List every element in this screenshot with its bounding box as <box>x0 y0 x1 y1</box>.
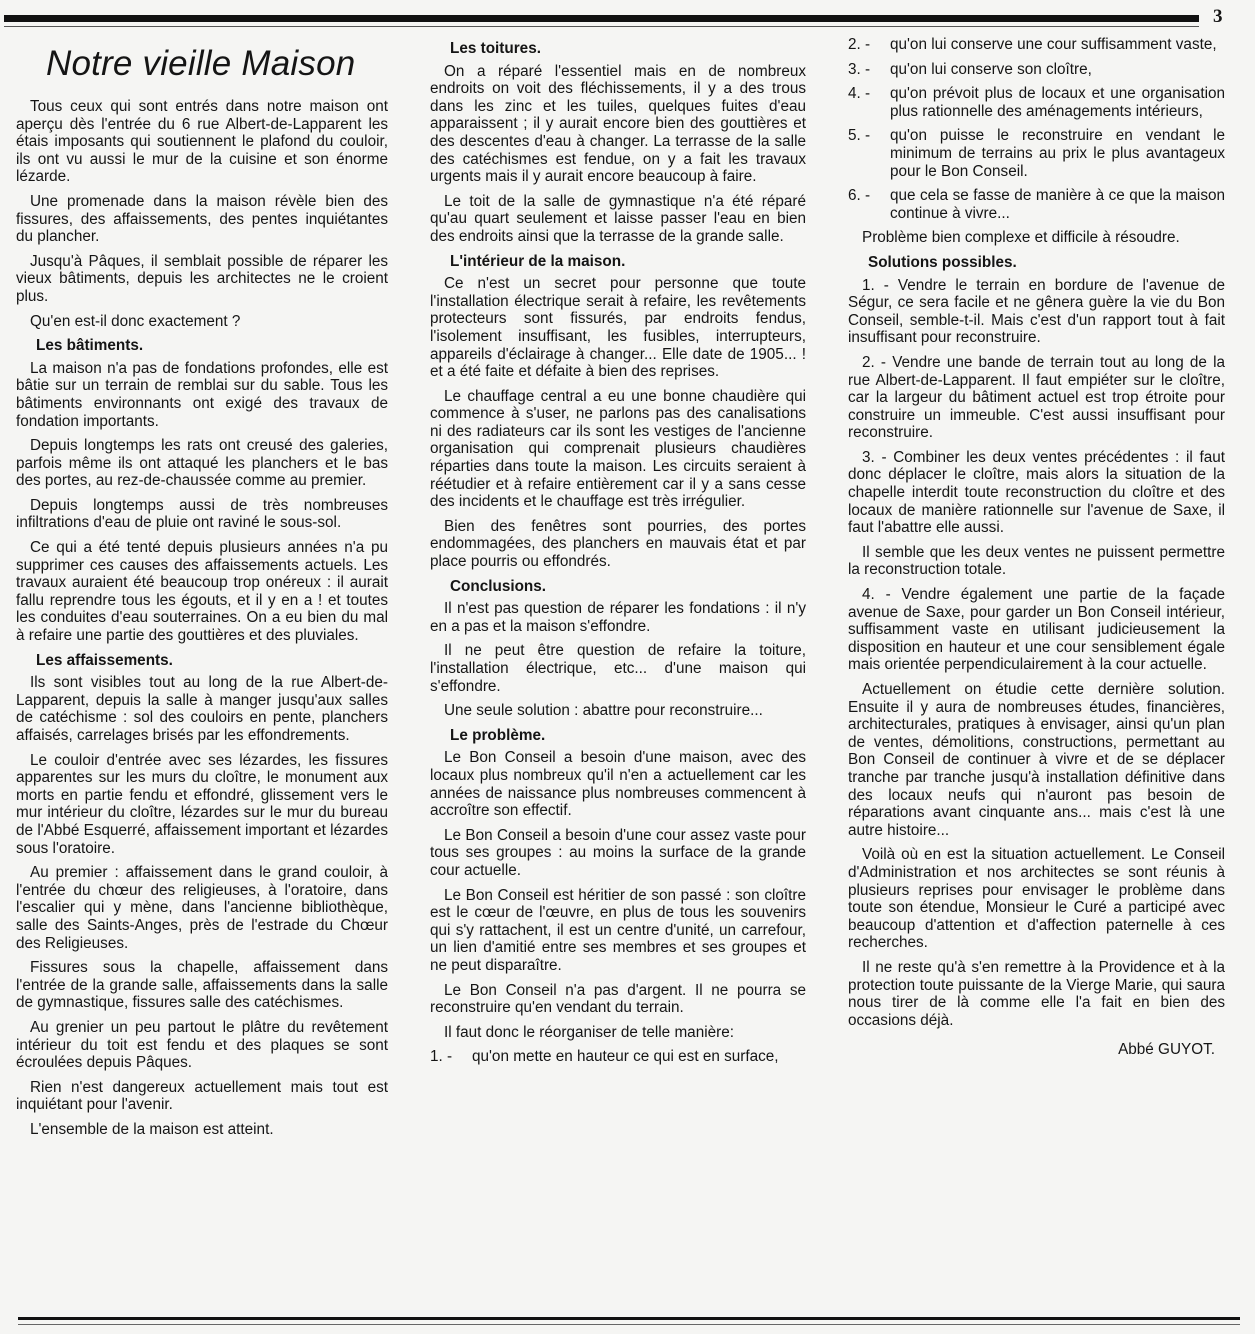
list-item-number: 4. - <box>848 85 871 103</box>
paragraph: Le Bon Conseil n'a pas d'argent. Il ne pourra se reconstruire qu'en vendant du terrain. <box>430 981 806 1017</box>
section-heading-solutions: Solutions possibles. <box>868 253 1017 271</box>
paragraph: La maison n'a pas de fondations profondes, elle est bâtie sur un terrain de remblai sur du sable. Tous les bâtiments environnants ont exigé des travaux de fondation importants. <box>16 359 388 430</box>
paragraph: Il ne reste qu'à s'en remettre à la Providence et à la protection toute puissante de la Vierge Marie, qui saura nous tirer de là comme elle l'a fait en bien des occasions déjà. <box>848 958 1225 1029</box>
column-1 <box>16 36 388 1145</box>
list-item-text: qu'on puisse le reconstruire en vendant le minimum de terrains au prix le plus avantageux pour le Bon Conseil. <box>890 127 1225 180</box>
signature: Abbé GUYOT. <box>1118 1041 1215 1059</box>
paragraph: Fissures sous la chapelle, affaissement dans l'entrée de la grande salle, affaissements dans la salle de gymnastique, fissures salle des catéchismes. <box>16 959 388 1012</box>
paragraph: L'ensemble de la maison est atteint. <box>30 1120 274 1138</box>
paragraph: Le couloir d'entrée avec ses lézardes, les fissures apparentes sur les murs du cloître, le monument aux morts en partie fendu et effondré, glissement vers le mur intérieur du cloître, lézardes sur le mur du bureau de l'Abbé Esquerré, affaissement important et lézardes sous l'oratoire. <box>16 751 388 857</box>
intro-paragraph: Une promenade dans la maison révèle bien des fissures, des affaissements, des pentes inquiétantes du plancher. <box>16 192 388 246</box>
paragraph: Problème bien complexe et difficile à résoudre. <box>862 229 1180 247</box>
page-number: 3 <box>1213 6 1223 27</box>
bottom-rule <box>18 1317 1240 1320</box>
paragraph: Ce n'est un secret pour personne que toute l'installation électrique serait à refaire, les revêtements protecteurs sont fissurés, par endroits fendus, l'isolement insuffisant, les fusibles, interrupteurs, appareils d'éclairage à changer... Elle date de 1905... ! et a été faite et défaite à bien des reprises. <box>430 275 806 381</box>
paragraph: Ce qui a été tenté depuis plusieurs années n'a pu supprimer ces causes des affaissements actuels. Les travaux auraient été beaucoup trop onéreux : il aurait fallu reprendre tous les égouts, et il y en a ! et toutes les conduites d'eau souterraines. On a eu bien du mal à refaire une partie des gouttières et des pluviales. <box>16 539 388 645</box>
intro-paragraph: Jusqu'à Pâques, il semblait possible de réparer les vieux bâtiments, depuis les architectes ne le croient plus. <box>16 252 388 305</box>
paragraph: Il semble que les deux ventes ne puissent permettre la reconstruction totale. <box>848 543 1225 579</box>
list-item <box>430 1048 806 1066</box>
top-rule-thin <box>4 26 1199 27</box>
list-item <box>848 187 1225 222</box>
list-item <box>848 61 1225 79</box>
paragraph: 3. - Combiner les deux ventes précédentes : il faut donc déplacer le cloître, mais alors la situation de la chapelle interdit toute reconstruction du cloître et des locaux de manière rationnelle sur l'avenue de Saxe, il faut l'abattre elle aussi. <box>848 448 1225 537</box>
list-item-text: qu'on lui conserve son cloître, <box>890 60 1092 78</box>
conditions-list-continued <box>848 36 1225 222</box>
section-heading-affaissements: Les affaissements. <box>36 651 173 669</box>
list-item-number: 1. - <box>430 1048 453 1066</box>
paragraph: Depuis longtemps aussi de très nombreuses infiltrations d'eau de pluie ont raviné le sous-sol. <box>16 496 388 532</box>
paragraph: Le Bon Conseil a besoin d'une maison, avec des locaux plus nombreux qu'il n'en a actuellement car les années de naissance plus nombreuses commencent à accroître son effectif. <box>430 749 806 820</box>
section-heading-toitures: Les toitures. <box>450 40 541 57</box>
list-item <box>848 127 1225 180</box>
paragraph: Le Bon Conseil est héritier de son passé : son cloître est le cœur de l'œuvre, en plus de tous les souvenirs qui s'y rattachent, il est un centre d'unité, un carrefour, un lien d'amitié entre ses membres et ses groupes et ne peut disparaître. <box>430 886 806 974</box>
paragraph: Rien n'est dangereux actuellement mais tout est inquiétant pour l'avenir. <box>16 1078 388 1114</box>
conditions-list <box>430 1048 806 1066</box>
section-heading-probleme: Le problème. <box>450 726 546 744</box>
paragraph: Ils sont visibles tout au long de la rue Albert-de-Lapparent, depuis la salle à manger jusqu'aux salles de catéchisme : sol des couloirs en pente, planchers affaisés, carrelages brisés par les effondrements. <box>16 674 388 744</box>
list-item-text: que cela se fasse de manière à ce que la maison continue à vivre... <box>890 187 1225 222</box>
paragraph: Le Bon Conseil a besoin d'une cour assez vaste pour tous ses groupes : au moins la surface de la grande cour actuelle. <box>430 826 806 879</box>
section-heading-interieur: L'intérieur de la maison. <box>450 252 626 270</box>
top-rule <box>4 15 1199 22</box>
intro-paragraph: Qu'en est-il donc exactement ? <box>30 312 241 330</box>
paragraph: Il faut donc le réorganiser de telle manière: <box>444 1023 734 1041</box>
paragraph: 1. - Vendre le terrain en bordure de l'avenue de Ségur, ce sera facile et ne gênera guère la vie du Bon Conseil, semble-t-il. Mais c'est d'un rapport tout à fait insuffisant pour reconstruire. <box>848 276 1225 347</box>
paragraph: Voilà où en est la situation actuellement. Le Conseil d'Administration et nos architectes se sont réunis à plusieurs reprises pour envisager le problème dans toute son étendue, Monsieur le Curé a participé avec beaucoup d'attention et d'affection paternelle à ces recherches. <box>848 846 1225 952</box>
paragraph: Une seule solution : abattre pour reconstruire... <box>444 702 763 720</box>
paragraph: Le chauffage central a eu une bonne chaudière qui commence à s'user, ne parlons pas des canalisations ni des radiateurs car ils sont les vestiges de l'ancienne organisation qui comprenait plusieurs chaudières réparties dans toute la maison. Les circuits seraient à réétudier et à refaire entièrement car il y a sans cesse des incidents et le chauffage est très irrégulier. <box>430 387 806 511</box>
list-item-text: qu'on prévoit plus de locaux et une organisation plus rationnelle des aménagements intérieurs, <box>890 85 1225 120</box>
list-item <box>848 36 1225 54</box>
section-heading-conclusions: Conclusions. <box>450 577 547 595</box>
list-item-text: qu'on lui conserve une cour suffisamment vaste, <box>890 36 1217 53</box>
paragraph: Il ne peut être question de refaire la toiture, l'installation électrique, etc... d'une maison qui s'effondre. <box>430 642 806 695</box>
section-heading-batiments: Les bâtiments. <box>36 337 144 355</box>
article-title: Notre vieille Maison <box>46 44 356 83</box>
paragraph: 4. - Vendre également une partie de la façade avenue de Saxe, pour garder un Bon Conseil intérieur, suffisamment vaste en utilisant judicieusement la disposition en hauteur et une cour sensiblement égale mais orientée perpendiculairement à la cour actuelle. <box>848 586 1225 674</box>
list-item-number: 3. - <box>848 60 871 78</box>
paragraph: Au grenier un peu partout le plâtre du revêtement intérieur du toit est fendu et des plaques se sont écroulées depuis Pâques. <box>16 1018 388 1072</box>
paragraph: Le toit de la salle de gymnastique n'a été réparé qu'au quart seulement et laisse passer l'eau en bien des endroits ainsi que la terrasse de la grande salle. <box>430 192 806 245</box>
paragraph: On a réparé l'essentiel mais en de nombreux endroits on voit des fléchissements, il y a des trous dans les zinc et les tuiles, quelques fuites d'eau apparaissent ; il y aurait encore bien des gouttières et des descentes d'eau à changer. La terrasse de la salle des catéchismes est fendue, on y a fait les travaux urgents mais il y aurait encore beaucoup à faire. <box>430 62 806 186</box>
list-item-number: 2. - <box>848 36 871 53</box>
column-2 <box>430 36 806 1073</box>
paragraph: Actuellement on étudie cette dernière solution. Ensuite il y aura de nombreuses études, financières, architecturales, pratiques à envisager, ainsi qu'un plan de ventes, démolitions, constructions, permettant au Bon Conseil de continuer à vivre et de se déplacer tranche par tranche jusqu'à installation définitive dans des locaux neufs qui n'auront pas besoin de réparations avant cinquante ans... mais c'est là une autre histoire... <box>848 681 1225 839</box>
paragraph: Il n'est pas question de réparer les fondations : il n'y en a pas et la maison s'effondre. <box>430 600 806 635</box>
paragraph: Depuis longtemps les rats ont creusé des galeries, parfois même ils ont attaqué les planchers et le bas des portes, au rez-de-chaussée comme au premier. <box>16 437 388 490</box>
column-3 <box>848 36 1225 1059</box>
intro-paragraph: Tous ceux qui sont entrés dans notre maison ont aperçu dès l'entrée du 6 rue Albert-de-Lapparent les étais imposants qui soutiennent le plafond du couloir, ils ont vu aussi le mur de la cuisine et son énorme lézarde. <box>16 98 388 186</box>
list-item-number: 6. - <box>848 187 871 205</box>
paragraph: Au premier : affaissement dans le grand couloir, à l'entrée du chœur des religieuses, à l'oratoire, dans l'escalier qui y mène, dans l'ancienne bibliothèque, salle des Saints-Anges, près de l'estrade du Chœur des Religieuses. <box>16 864 388 952</box>
list-item-text: qu'on mette en hauteur ce qui est en surface, <box>472 1048 779 1066</box>
bottom-rule-thin <box>18 1324 1240 1325</box>
list-item <box>848 85 1225 120</box>
paragraph: Bien des fenêtres sont pourries, des portes endommagées, des planchers en mauvais état et par place pourris ou effondrés. <box>430 517 806 571</box>
list-item-number: 5. - <box>848 127 871 145</box>
paragraph: 2. - Vendre une bande de terrain tout au long de la rue Albert-de-Lapparent. Il faut empiéter sur le cloître, car la largeur du bâtiment actuel est trop étroite pour construire un immeuble. C'est aussi insuffisant pour reconstruire. <box>848 353 1225 442</box>
